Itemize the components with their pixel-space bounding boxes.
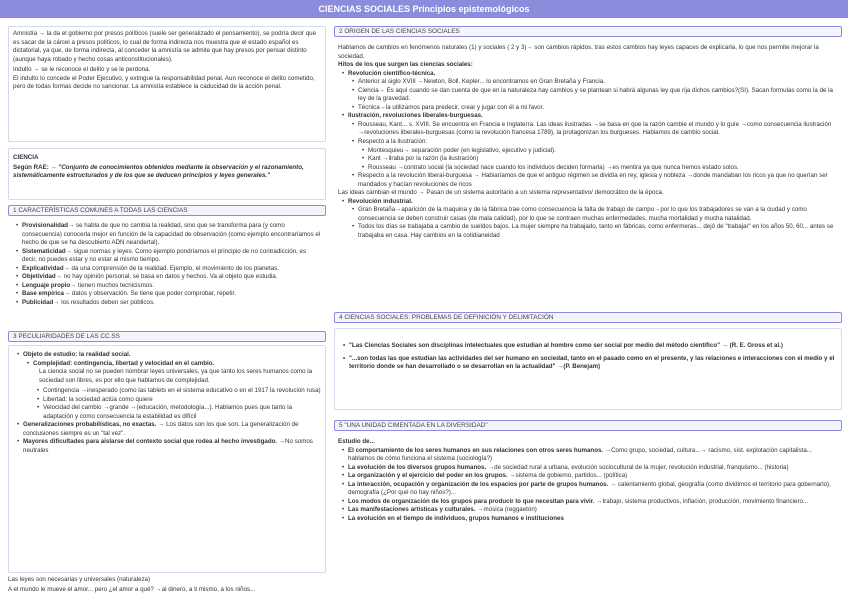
section-title-unidad: 5 "UNA UNIDAD CIMENTADA EN LA DIVERSIDAD": [334, 420, 842, 431]
page-title: CIENCIAS SOCIALES Principios epistemológicos: [0, 0, 848, 18]
footer-note-1: Las leyes son necesarias y universales (naturaleza): [8, 576, 151, 583]
list-item: • Ciencia→ Es aquí cuando se dan cuenta de que en la naturaleza hay cambios y se plantean si habrá algunas ley que rija dichos cambios?(SI). Sacan formulas como la de la ley de la gravedad.: [352, 87, 838, 104]
section-title-origen: 2 ORIGEN DE LAS CIENCIAS SOCIALES: [334, 26, 842, 37]
section-title-caracteristicas: 1 CARACTERÍSTICAS COMUNES A TODAS LAS CIENCIAS: [8, 205, 326, 216]
list-item: • Explicatividad→ da una comprensión de la realidad. Ejemplo, el movimiento de los planetas.: [16, 265, 322, 274]
list-item: • Objetividad→ no hay opinión personal, se basa en datos y hechos. Va al objeto que estudia.: [16, 273, 322, 282]
hitos-list-2: [342, 112, 838, 121]
revolucion-industrial-list: [352, 206, 838, 240]
revolucion-cientifica-list: [352, 78, 838, 112]
list-item: • Gran Bretaña→aparición de la maquina y de la fábrica trae como consecuencia la falta de trabajo de campo→por lo que los trabajadores se van a la ciudad y como consecuencia se deben construir casas (de mala calidad), por lo que se contraen muchas enfermedades, mucha mortalidad y mucha natalidad.: [352, 206, 838, 223]
unidad-list: [342, 447, 838, 524]
list-item: • Anterior al siglo XVIII →Newton, Boll, Kepler... lo encontramos en Gran Bretaña y Francia.: [352, 78, 838, 87]
ciencia-box: [8, 148, 326, 200]
list-item: • Rousseau, Kant... s. XVIII. Se encuentra en Francia e Inglaterra. Las ideas ilustradas →se basa en que la razón cambie el mundo y lo guíe →como consecuencia ilustración →revoluciones liberales-burguesas (como la revolución francesa 1789), la protagonizan los burgueses. Hablamos de cambio social.: [352, 121, 838, 138]
list-item: • Respecto a la ilustración:: [352, 138, 838, 147]
list-item: • Publicidad→ los resultados deben ser públicos.: [16, 299, 322, 308]
list-item: • Montesquieu→ separación poder (en legislativo, ejecutivo y judicial).: [362, 147, 838, 156]
quote-benejam: • "...son todas las que estudian las actividades del ser humano en sociedad, tanto en el pasado como en el presente, y las relaciones e interacciones con el medio y el territorio donde se han desarrollado o se desarrollan en la actualidad" →(P. Benejam): [343, 355, 837, 372]
section-title-peculiaridades: 3 PECULIARIDADES DE LAS CC.SS: [8, 331, 326, 342]
ideas-cambian-text: Las ideas cambian el mundo → Pasan de un sistema autoritario a un sistema representativo/ democrático de la época.: [338, 189, 664, 197]
estudio-heading: Estudio de...: [338, 438, 375, 445]
list-item: • La interacción, ocupación y organización de los espacios por parte de grupos humanos. → calentamiento global, geografía (como dividimos el territorio para gobernarlo), demografía (¿Por qué no hay niños?)...: [342, 481, 838, 498]
problemas-box: [334, 328, 842, 410]
list-item: • Revolución industrial.: [342, 198, 838, 207]
peculiaridades-list: [17, 351, 321, 360]
list-item: • La evolución de los diversos grupos humanos. →de sociedad rural a urbana, evolución sociocultural de la mujer, revolución industrial, franquismo... (historia): [342, 464, 838, 473]
caracteristicas-list: [16, 222, 322, 307]
list-item: • Todos los días se trabajaba a cambio de sueldos bajos. La mujer siempre ha trabajado, tanto en fábricas, como enfermeras... dejó de "trabajar" en los años 50, 60... antes se trabajaba en casa. Hay cambios en la cotidianeidad: [352, 223, 838, 240]
list-item: • La evolución en el tiempo de individuos, grupos humanos e instituciones: [342, 515, 838, 524]
peculiaridades-box: [8, 345, 326, 573]
revolucion-liberal-list: [352, 172, 838, 189]
unidad-box: [334, 434, 842, 558]
quote-gross: • "Las Ciencias Sociales son disciplinas intelectuales que estudian al hombre como ser social por medio del método científico" → (R. E. Gross et al.): [343, 342, 837, 351]
list-item: • Las manifestaciones artísticas y culturales. →música (reggaetón): [342, 506, 838, 515]
indulto-paragraph: Indulto → se le reconoce el delito y se le perdona.: [13, 66, 151, 74]
list-item: • Lenguaje propio→ tienen muchos tecnicismos.: [16, 282, 322, 291]
list-item: • Contingencia →inesperado (como las tablets en el sistema educativo o en el 1917 la revolución rusa): [37, 387, 321, 396]
list-item: • Kant →llraba por la razón (la ilustración): [362, 155, 838, 164]
origen-intro: Hablamos de cambios en fenómenos naturales (1) y sociales ( 2 y 3)→ son cambios rápidos, tras estos cambios hay leyes capaces de explicarla, lo que nos permite mejorar la sociedad.: [338, 44, 819, 60]
list-item: • Libertad: la sociedad actúa como quiere: [37, 396, 321, 405]
complejidad-sublist: [37, 387, 321, 421]
complejidad-list: [27, 360, 321, 369]
list-item: • Respecto a la revolución liberal-burguesa → Habiaríamos de que el antiguo régimen se dividía en rey, iglesia y nobleza →donde mandaban los ricos ya que no querían ser mandados y hacían revoluciones de ricos: [352, 172, 838, 189]
ciencia-definition: [13, 164, 321, 181]
peculiaridades-list-2: [17, 421, 321, 455]
list-item: • Velocidad del cambio →grande →(educación, metodología...). Hablamos pues que tanto la adaptación y como consecuencia la estabilidad es difícil: [37, 404, 321, 421]
ilustracion-list: [352, 121, 838, 147]
problemas-list: [343, 342, 837, 372]
list-item: • Técnica→la utilizamos para predecir, crear y jugar con él a mi favor.: [352, 104, 838, 113]
rae-definition: "Conjunto de conocimientos obtenidos mediante la observación y el razonamiento, sistemáticamente estructurados y de los que se deducen principios y leyes generales.": [13, 163, 304, 180]
list-item: • Objeto de estudio: la realidad social.: [17, 351, 321, 360]
amnistia-paragraph: Amnistía → la da el gobierno por presos políticos (suele ser generalizado el pensamiento), se podría decir que es sacar de la cárcel a presos políticos, lo cual de forma indirecta nos muestra que el estado español es dictatorial, ya que, de forma indirecta, al conceder la amnistía se admite que hay presos por pensar distinto (aunque haya robado y hecho cosas anticonstitucionales).: [13, 30, 317, 63]
ilustracion-sublist: [362, 147, 838, 173]
caracteristicas-box: [8, 219, 326, 325]
list-item: • Base empírica→ datos y observación. Se tiene que poder comprobar, repetir.: [16, 290, 322, 299]
amnistia-box: [8, 26, 326, 142]
list-item: • Complejidad: contingencia, libertad y velocidad en el cambio.: [27, 360, 321, 369]
section-title-problemas: 4 CIENCIAS SOCIALES: PROBLEMAS DE DEFINICIÓN Y DELIMITACIÓN: [334, 312, 842, 323]
hitos-heading: Hitos de los que surgen las ciencias sociales:: [338, 61, 473, 69]
list-item: • El comportamiento de los seres humanos en sus relaciones con otros seres humanos. →Como grupo, sociedad, cultura...→ racismo, sist. explotación capitalista... hablamos de cómo funciona el sistema (sociología?): [342, 447, 838, 464]
list-item: • Los modos de organización de los grupos para producir lo que necesitan para vivir. →trabajo, sistema productivos, inflación, producción, movimiento financiero...: [342, 498, 838, 507]
list-item: • Rousseau →contrato social (la sociedad nace cuando los individuos deciden formarla) →es mentira ya que nunca hemos estado solos.: [362, 164, 838, 173]
origen-box: [334, 40, 842, 314]
list-item: • Provisionalidad→ se habla de que no cambia la realidad, sino que se transforma para (y como consecuencia) conocerla mejor en función de la capacidad de observación (como ejemplo encontraríamos el hecho de que se ha descubierto ADN neandertal).: [16, 222, 322, 248]
list-item: • Ilustración, revoluciones liberales-burguesas.: [342, 112, 838, 121]
list-item: • Mayores dificultades para aislarse del contexto social que rodea al hecho investigado. →No somos neutrales: [17, 438, 321, 455]
indulto-detail-paragraph: El indulto lo concede el Poder Ejecutivo, y extingue la responsabilidad penal. Aun reconoce el delito cometido, pero de todas formas decide no sancionar. La amnistía establece la caducidad de la acción penal.: [13, 74, 315, 91]
list-item: • Sistematicidad→ sigue normas y leyes. Como ejemplo pondríamos el principio de no contradicción, es decir, no puedes estar y no estar al mismo tiempo.: [16, 248, 322, 265]
ciencia-heading: CIENCIA: [13, 154, 39, 161]
hitos-list: [342, 70, 838, 79]
rae-label: Según RAE: →: [13, 163, 57, 171]
hitos-list-3: [342, 198, 838, 207]
complejidad-text: La ciencia social no se pueden nombrar leyes universales, ya que tanto los seres humanos como la sociedad son libres, es por ello que hablamos de complejidad.: [39, 368, 313, 384]
list-item: • Generalizaciones probabilísticas, no exactas. → Los datos son los que son. La generalización de conclusiones siempre es un "tal vez".: [17, 421, 321, 438]
list-item: • Revolución científico-técnica.: [342, 70, 838, 79]
list-item: • La organización y el ejercicio del poder en los grupos. →sistema de gobierno, partidos... (política): [342, 472, 838, 481]
footer-note-2: A el mundo le mueve el amor... pero ¿el amor a qué? →al dinero, a ti mismo, a los niños...: [8, 586, 256, 593]
